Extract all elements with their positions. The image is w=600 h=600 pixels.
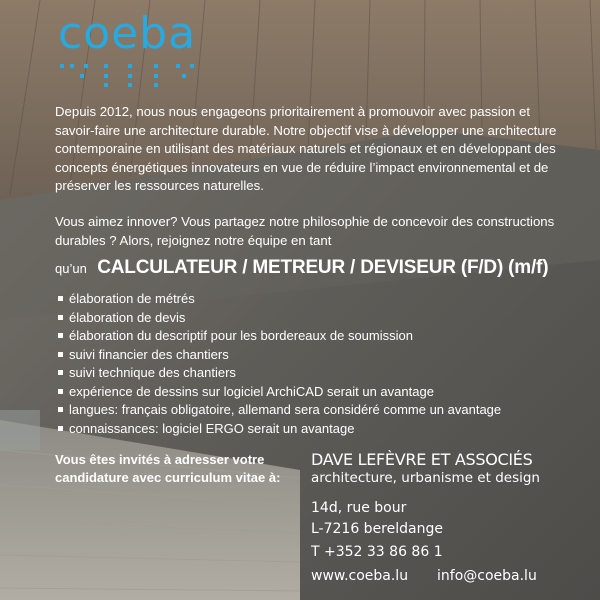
bullet-icon (58, 426, 63, 431)
coeba-logo[interactable] (58, 8, 198, 88)
task-list (58, 290, 501, 438)
list-item: suivi financier des chantiers (58, 346, 501, 365)
address-street: 14d, rue bour (311, 500, 407, 516)
intro-paragraph: Depuis 2012, nous nous engageons prioritairement à promouvoir avec passion et savoir-faire une architecture durable. Notre objectif vise à développer une architecture contemporaine en utilisant des matériaux naturels et régionaux et en développant des concepts énergétiques innovateurs en vue de réduire l’impact environnemental et de préserver les ressources naturelles. (55, 104, 557, 193)
address-city: L-7216 bereldange (311, 521, 443, 537)
list-item: langues: français obligatoire, allemand sera considéré comme un avantage (58, 401, 501, 420)
company-address (311, 498, 443, 540)
bullet-icon (58, 407, 63, 412)
company-name: DAVE LEFÈVRE ET ASSOCIÉS (311, 450, 533, 469)
bullet-icon (58, 370, 63, 375)
job-title: CALCULATEUR / METREUR / DEVISEUR (F/D) (m/f) (97, 257, 549, 278)
list-item: élaboration de devis (58, 309, 501, 328)
invite-paragraph: Vous aimez innover? Vous partagez notre philosophie de concevoir des constructions durables ? Alors, rejoignez notre équipe en tant (55, 214, 555, 248)
logo-wordmark: coeba (58, 8, 197, 59)
list-item: élaboration du descriptif pour les bordereaux de soumission (58, 327, 501, 346)
bullet-icon (58, 389, 63, 394)
list-item: connaissances: logiciel ERGO serait un avantage (58, 420, 501, 439)
logo-dots (58, 62, 198, 88)
website-link[interactable]: www.coeba.lu (311, 568, 409, 584)
bullet-icon (58, 352, 63, 357)
job-heading (55, 257, 585, 279)
bullet-icon (58, 315, 63, 320)
list-item: expérience de dessins sur logiciel ArchiCAD serait un avantage (58, 383, 501, 402)
company-block (311, 450, 596, 487)
email-link[interactable]: info@coeba.lu (437, 568, 537, 584)
bullet-icon (58, 333, 63, 338)
company-phone[interactable]: T +352 33 86 86 1 (311, 544, 443, 560)
bullet-icon (58, 296, 63, 301)
list-item: élaboration de métrés (58, 290, 501, 309)
company-tagline: architecture, urbanisme et design (311, 470, 540, 486)
list-item: suivi technique des chantiers (58, 364, 501, 383)
job-prefix: qu’un (55, 261, 87, 276)
application-call-to-action: Vous êtes invités à adresser votre candidature avec curriculum vitae à: (55, 452, 281, 485)
